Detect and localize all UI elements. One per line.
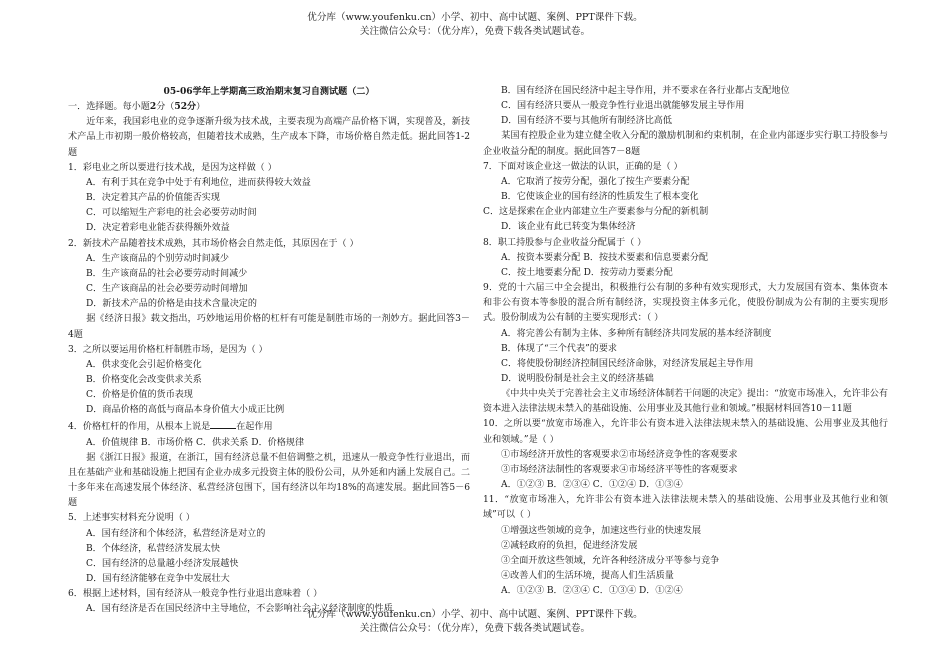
q6-option-c: C．国有经济只要从一般竞争性行业退出就能够发展主导作用 [501,101,745,112]
q11-statement-1: ①增强这些领域的竞争，加速这些行业的快速发展 [501,525,702,536]
section-end: ） [196,102,206,113]
q3-option-a: A．供求变化会引起价格变化 [86,359,202,370]
q5-option-d: D．国有经济能够在竞争中发展壮大 [86,574,230,584]
right-column [483,84,888,599]
section-heading [68,99,470,115]
q3-option-b: B．价格变化会改变供求关系 [86,374,202,385]
q2-option-d: D．新技术产品的价格是由技术含量决定的 [86,299,257,310]
question-10: 10．之所以要“放宽市场准入，允许非公有资本进入法律法规未禁入的基础设施、公用事业及其他行业和领域。”是（ ） [483,419,888,445]
q4-suffix: 在起作用 [236,422,273,433]
q6-option-d: D．国有经济不要与其他所有制经济比高低 [501,116,672,127]
q6-option-b: B．国有经济在国民经济中起主导作用，并不要求在各行业都占支配地位 [501,86,790,96]
page-header-banner [0,11,950,39]
page-footer-banner [0,608,950,636]
q7-option-a: A．它取消了按劳分配，强化了按生产要素分配 [501,176,690,187]
question-4 [68,418,470,435]
question-7: 7．下面对该企业这一做法的认识，正确的是（ ） [483,161,683,172]
passage-2: 据《经济日报》载文指出，巧妙地运用价格的杠杆有可能是制胜市场的一剂妙方。据此回答3－4题 [68,314,470,340]
q1-option-c: C．可以缩短生产彩电的社会必要劳动时间 [86,208,257,219]
q1-option-a: A．有利于其在竞争中处于有利地位，进而获得较大效益 [86,177,311,188]
q7-option-d: D．该企业有此已转变为集体经济 [501,222,636,233]
q4-blank [210,418,236,429]
q11-statement-2: ②减轻政府的负担，促进经济发展 [501,540,638,551]
q10-statements-1: ①市场经济开放性的客观要求②市场经济竞争性的客观要求 [501,449,738,460]
header-line-2: 关注微信公众号：（优分库），免费下载各类试题试卷。 [359,26,591,37]
q7-option-c: C．这是探索在企业内部建立生产要素参与分配的新机制 [483,207,709,218]
passage-4: 某国有控股企业为建立健全收入分配的激励机制和约束机制，在企业内部逐步实行职工持股参与企业收益分配的制度。据此回答7－8题 [483,131,888,157]
q1-option-b: B．决定着其产品的价值能否实现 [86,193,220,204]
section-points: 2 [149,101,157,113]
q10-statements-2: ③市场经济法制性的客观要求④市场经济平等性的客观要求 [501,464,738,475]
q5-option-b: B．个体经济，私营经济发展太快 [86,543,220,554]
passage-5: 《中共中央关于完善社会主义市场经济体制若干问题的决定》提出：“放宽市场准入，允许非公有资本进入法律法规未禁入的基础设施、公用事业及其他行业和领域。”根据材料回答10－11题 [483,389,888,415]
question-3: 3．之所以要运用价格杠杆制胜市场，是因为（ ） [68,344,268,355]
question-2: 2．新技术产品随着技术成熟，其市场价格会自然走低，其原因在于（ ） [68,238,359,249]
section-total: 52分 [174,101,197,113]
q8-options-ab: A．按资本要素分配 B．按技术要素和信息要素分配 [501,252,709,263]
q2-option-a: A．生产该商品的个别劳动时间减少 [86,253,229,264]
q11-statement-4: ④改善人们的生活环境，提高人们生活质量 [501,571,674,581]
q5-option-c: C．国有经济的总量越小经济发展越快 [86,558,239,569]
q9-option-c: C．将使股份制经济控制国民经济命脉，对经济发展起主导作用 [501,358,754,369]
question-6: 6．根据上述材料，国有经济从一般竞争性行业退出意味着（ ） [68,589,323,600]
passage-3: 据《浙江日报》报道，在浙江，国有经济总量不但倍调整之机，迅速从一般竞争性行业退出，而且在基础产业和基础设施上把国有企业办成多元投资主体的股份公司，从外延和内涵上发展自己。二十多年来在高速发展个体经济、私营经济包围下，国有经济以年均18%的高速发展。据此回答5－6题 [68,452,470,509]
section-unit: 分（ [156,102,175,113]
q8-options-cd: C．按土地要素分配 D．按劳动力要素分配 [501,267,673,278]
footer-line-1: 优分库（www.youfenku.cn）小学、初中、高中试题、案例、PPT课件下载。 [307,609,643,620]
left-column [68,84,470,617]
q10-options: A．①②③ B．②③④ C．①②④ D．①③④ [501,480,683,491]
q3-option-d: D．商品价格的高低与商品本身价值大小成正比例 [86,405,285,416]
question-5: 5．上述事实材料充分说明（ ） [68,513,195,524]
q2-option-b: B．生产该商品的社会必要劳动时间减少 [86,268,248,279]
question-11: 11．“放宽市场准入，允许非公有资本进入法律法规未禁入的基础设施、公用事业及其他行业和领域”可以（ ） [483,495,888,521]
q4-options: A．价值规律 B．市场价格 C．供求关系 D．价格规律 [86,437,305,448]
q7-option-b: B．它使该企业的国有经济的性质发生了根本变化 [501,192,699,203]
q9-option-d: D．说明股份制是社会主义的经济基础 [501,373,654,384]
question-8: 8．职工持股参与企业收益分配属于（ ） [483,237,647,248]
q5-option-a: A．国有经济和个体经济，私营经济是对立的 [86,528,266,539]
q6-option-a: A．国有经济是否在国民经济中主导地位，不会影响社会主义经济制度的性质 [86,604,393,615]
q11-statement-3: ③全面开放这些领域，允许各种经济成分平等参与竞争 [501,555,720,566]
exam-title: 05-06学年上学期高三政治期末复习自测试题（二） [163,86,375,97]
passage-1: 近年来，我国彩电业的竞争逐渐升级为技术战，主要表现为高端产品价格下调，实现普及，新技术产品上市初期一般价格较高，但随着技术成熟，生产成本下降，市场价格自然走低。据此回答1-2题 [68,117,470,158]
q4-prefix: 4．价格杠杆的作用，从根本上说是 [68,422,211,433]
header-line-1: 优分库（www.youfenku.cn）小学、初中、高中试题、案例、PPT课件下载。 [307,12,643,23]
footer-line-2: 关注微信公众号：（优分库），免费下载各类试题试卷。 [359,623,591,634]
q2-option-c: C．生产该商品的社会必要劳动时间增加 [86,284,248,295]
q11-options: A．①②③ B．②③④ C．①③④ D．①②④ [501,586,683,597]
q9-option-a: A．将完善公有制为主体、多种所有制经济共同发展的基本经济制度 [501,328,772,339]
question-1: 1．彩电业之所以要进行技术战，是因为这样做（ ） [68,162,277,173]
section-heading-text: 一．选择题。每小题 [68,102,150,113]
question-9: 9．党的十六届三中全会提出，积极推行公有制的多种有效实现形式，大力发展国有资本、集体资本和非公有资本等参股的混合所有制经济，实现投资主体多元化，使股份制成为公有制的主要实现形式。股份制成为公有制的主要实现形式：（ ） [483,283,888,324]
q1-option-d: D．决定着彩电业能否获得额外效益 [86,223,230,234]
q3-option-c: C．价格是价值的货币表现 [86,390,193,401]
q9-option-b: B．体现了“三个代表”的要求 [501,343,618,354]
